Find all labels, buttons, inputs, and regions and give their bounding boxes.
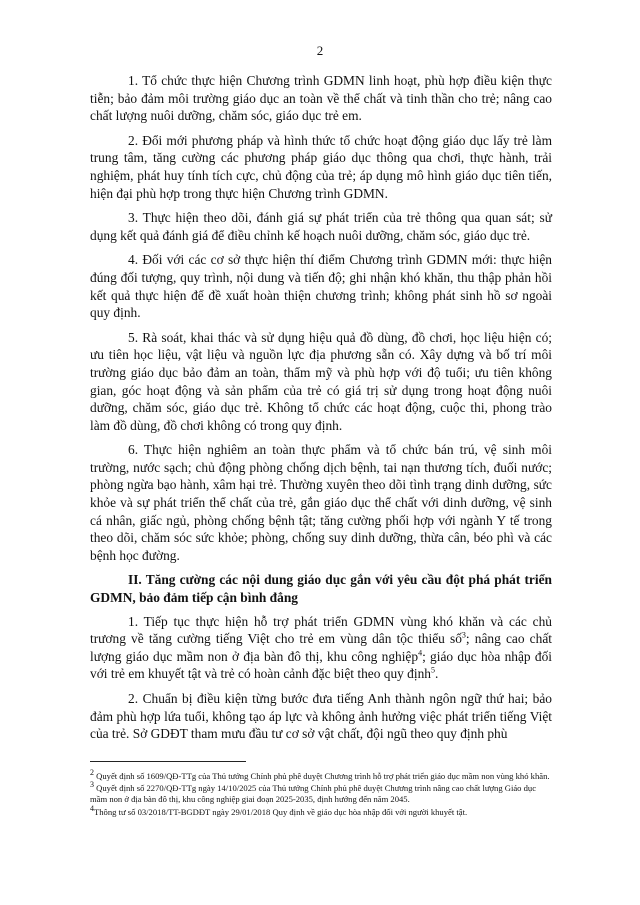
paragraph-6: 6. Thực hiện nghiêm an toàn thực phẩm và tổ chức bán trú, vệ sinh môi trường, nước sạch; chủ động phòng chống dịch bệnh, tai nạn thương tích, đuối nước; phòng ngừa bạo hành, xâm hại trẻ. Thường xuyên theo dõi tình trạng dinh dưỡng, sức khỏe và sự phát triển thể chất của trẻ, gắn giáo dục thể chất với dinh dưỡng, vệ sinh cá nhân, giấc ngủ, phòng chống bệnh tật; tăng cường phối hợp với ngành Y tế trong theo dõi, chăm sóc sức khỏe; phòng, chống suy dinh dưỡng, thừa cân, béo phì và các bệnh học đường. bbox=[90, 442, 552, 563]
document-body bbox=[90, 72, 552, 750]
paragraph-ii-1-text-d: . bbox=[435, 666, 439, 682]
paragraph-5: 5. Rà soát, khai thác và sử dụng hiệu quả đồ dùng, đồ chơi, học liệu hiện có; ưu tiên học liệu, vật liệu và nguồn lực địa phương sẵn có. Xây dựng và bố trí môi trường giáo dục bảo đảm an toàn, thẩm mỹ và phù hợp với độ tuổi; ưu tiên không gian, góc hoạt động và sản phẩm của trẻ có giá trị sử dụng trong hoạt động nuôi dưỡng, chăm sóc, giáo dục trẻ. Không tổ chức các hoạt động, cuộc thi, phong trào làm đồ dùng, đồ chơi không có trong quy định. bbox=[90, 329, 552, 433]
paragraph-ii-1-text-a: 1. Tiếp tục thực hiện hỗ trợ phát triển GDMN vùng khó khăn và các chủ trương về tăng cường tiếng Việt cho trẻ em vùng dân tộc thiểu số bbox=[90, 613, 552, 647]
paragraph-2: 2. Đổi mới phương pháp và hình thức tổ chức hoạt động giáo dục lấy trẻ làm trung tâm, tăng cường các phương pháp giáo dục thông qua chơi, thực hành, trải nghiệm, phát huy tính tích cực, chủ động của trẻ; áp dụng mô hình giáo dục tiên tiến, hiện đại phù hợp trong thực hiện Chương trình GDMN. bbox=[90, 132, 552, 201]
paragraph-4: 4. Đối với các cơ sở thực hiện thí điểm Chương trình GDMN mới: thực hiện đúng đối tượng, quy trình, nội dung và tiến độ; ghi nhận khó khăn, thu thập phản hồi kết quả thực hiện để đề xuất hoàn thiện chương trình; không phát sinh hồ sơ ngoài quy định. bbox=[90, 252, 552, 321]
page-number: 2 bbox=[316, 43, 324, 58]
footnote-mark: 2 bbox=[90, 768, 94, 778]
footnote-mark: 4 bbox=[90, 803, 94, 813]
paragraph-ii-1-text-b: ; nâng cao chất lượng giáo dục mầm non ở địa bàn đô thị, khu công nghiệp bbox=[90, 631, 552, 664]
footnote-4 bbox=[90, 803, 552, 818]
paragraph-ii-1-text-c: ; giáo dục hòa nhập đối với trẻ em khuyết tật và trẻ có hoàn cảnh đặc biệt theo quy định bbox=[90, 648, 552, 682]
footnote-ref-5: 5 bbox=[431, 665, 435, 675]
footnote-separator bbox=[90, 761, 246, 762]
footnote-ref-3: 3 bbox=[461, 630, 466, 640]
section-heading: II. Tăng cường các nội dung giáo dục gắn với yêu cầu đột phá phát triển GDMN, bảo đảm tiếp cận bình đẳng bbox=[90, 572, 552, 606]
paragraph-ii-2: 2. Chuẩn bị điều kiện từng bước đưa tiếng Anh thành ngôn ngữ thứ hai; bảo đảm phù hợp lứa tuổi, không tạo áp lực và không ảnh hưởng việc phát triển tiếng Việt của trẻ. Sở GDĐT tham mưu đầu tư cơ sở vật chất, đội ngũ theo quy định phù bbox=[90, 691, 552, 742]
paragraph-1: 1. Tổ chức thực hiện Chương trình GDMN linh hoạt, phù hợp điều kiện thực tiễn; bảo đảm môi trường giáo dục an toàn về thể chất và tinh thần cho trẻ; nâng cao chất lượng nuôi dưỡng, chăm sóc, giáo dục trẻ em. bbox=[90, 73, 552, 124]
footnote-text: Quyết định số 2270/QĐ-TTg ngày 14/10/2025 của Thủ tướng Chính phủ phê duyệt Chương trình nâng cao chất lượng Giáo dục mầm non ở địa bàn đô thị, khu công nghiệp giai đoạn 2025-2035, định hướng đến năm 2045. bbox=[90, 783, 537, 805]
footnote-text: Thông tư số 03/2018/TT-BGDĐT ngày 29/01/2018 Quy định về giáo dục hòa nhập đối với người khuyết tật. bbox=[94, 806, 468, 817]
footnote-mark: 3 bbox=[90, 780, 94, 790]
footnote-2 bbox=[90, 768, 552, 782]
footnote-3 bbox=[90, 780, 552, 805]
footnotes bbox=[90, 768, 552, 819]
paragraph-3: 3. Thực hiện theo dõi, đánh giá sự phát triển của trẻ thông qua quan sát; sử dụng kết quả đánh giá để điều chỉnh kế hoạch nuôi dưỡng, chăm sóc, giáo dục trẻ. bbox=[90, 210, 552, 243]
paragraph-ii-1 bbox=[90, 613, 552, 683]
footnote-text: Quyết định số 1609/QĐ-TTg của Thủ tướng Chính phủ phê duyệt Chương trình hỗ trợ phát triển giáo dục mầm non vùng khó khăn. bbox=[94, 771, 550, 781]
footnote-ref-4: 4 bbox=[418, 648, 423, 658]
